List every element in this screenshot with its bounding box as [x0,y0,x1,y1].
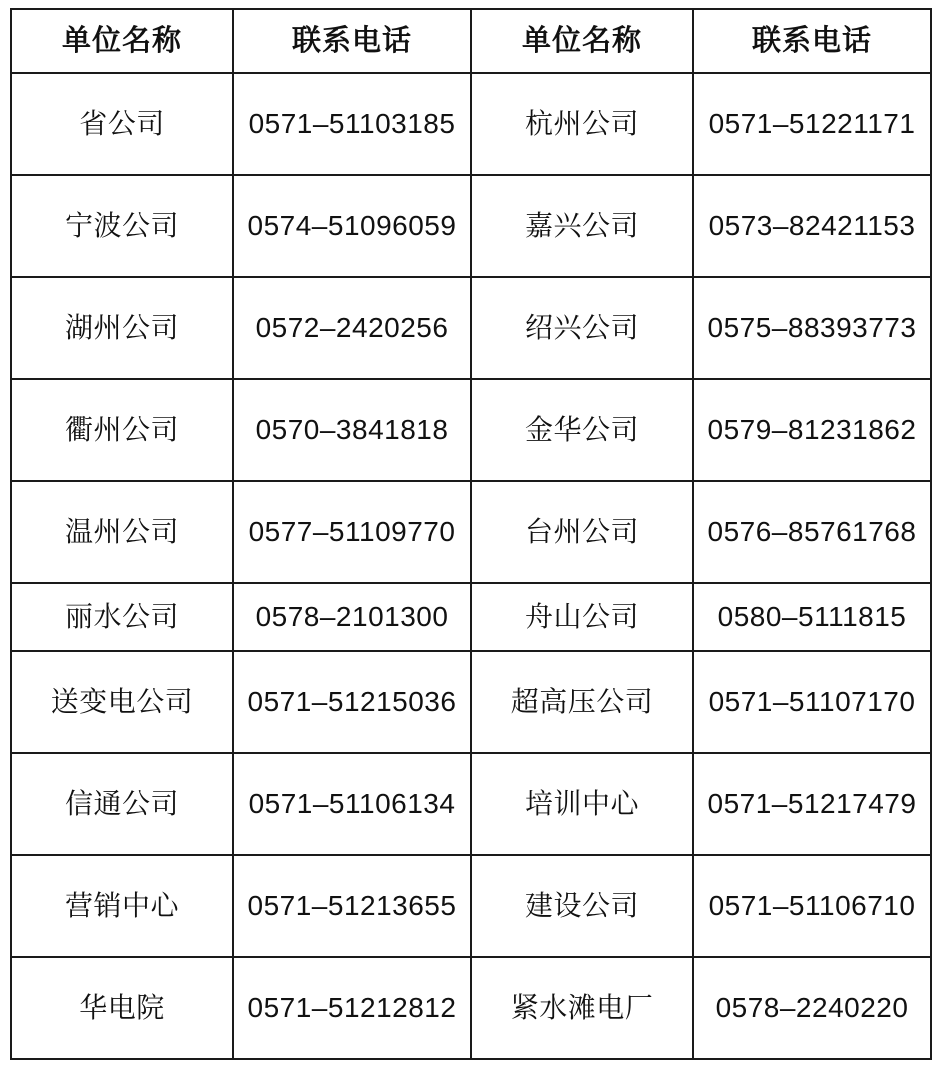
cell-unit-name: 台州公司 [471,481,693,583]
cell-unit-name: 杭州公司 [471,73,693,175]
table-row [11,73,931,175]
cell-phone: 0571–51221171 [693,73,931,175]
page-footer-text [10,1066,930,1088]
table-row [11,753,931,855]
table-row [11,277,931,379]
cell-phone: 0577–51109770 [233,481,471,583]
column-header-phone-right: 联系电话 [693,9,931,73]
cell-phone: 0578–2101300 [233,583,471,651]
cell-phone: 0573–82421153 [693,175,931,277]
column-header-phone-left: 联系电话 [233,9,471,73]
cell-unit-name: 湖州公司 [11,277,233,379]
cell-phone: 0575–88393773 [693,277,931,379]
cell-phone: 0576–85761768 [693,481,931,583]
cell-phone: 0571–51106134 [233,753,471,855]
cell-phone: 0571–51103185 [233,73,471,175]
table-header-row [11,9,931,73]
cell-unit-name: 华电院 [11,957,233,1059]
cell-phone: 0571–51215036 [233,651,471,753]
table-row [11,175,931,277]
cell-unit-name: 丽水公司 [11,583,233,651]
cell-unit-name: 超高压公司 [471,651,693,753]
cell-phone: 0571–51212812 [233,957,471,1059]
cell-unit-name: 嘉兴公司 [471,175,693,277]
cell-phone: 0571–51213655 [233,855,471,957]
cell-phone: 0579–81231862 [693,379,931,481]
cell-phone: 0578–2240220 [693,957,931,1059]
cell-phone: 0571–51106710 [693,855,931,957]
table-row [11,957,931,1059]
table-row [11,651,931,753]
cell-unit-name: 温州公司 [11,481,233,583]
cell-unit-name: 省公司 [11,73,233,175]
cell-phone: 0572–2420256 [233,277,471,379]
table-body [11,73,931,1059]
table-row [11,481,931,583]
table-row [11,379,931,481]
cell-unit-name: 绍兴公司 [471,277,693,379]
cell-phone: 0571–51217479 [693,753,931,855]
cell-unit-name: 培训中心 [471,753,693,855]
cell-unit-name: 舟山公司 [471,583,693,651]
cell-phone: 0571–51107170 [693,651,931,753]
cell-unit-name: 送变电公司 [11,651,233,753]
cell-unit-name: 营销中心 [11,855,233,957]
cell-unit-name: 金华公司 [471,379,693,481]
cell-unit-name: 信通公司 [11,753,233,855]
contact-directory-table [10,8,932,1060]
cell-unit-name: 建设公司 [471,855,693,957]
table-row [11,855,931,957]
cell-phone: 0574–51096059 [233,175,471,277]
cell-phone: 0570–3841818 [233,379,471,481]
cell-phone: 0580–5111815 [693,583,931,651]
cell-unit-name: 紧水滩电厂 [471,957,693,1059]
cell-unit-name: 宁波公司 [11,175,233,277]
table-row [11,583,931,651]
cell-unit-name: 衢州公司 [11,379,233,481]
column-header-unit-name-left: 单位名称 [11,9,233,73]
column-header-unit-name-right: 单位名称 [471,9,693,73]
